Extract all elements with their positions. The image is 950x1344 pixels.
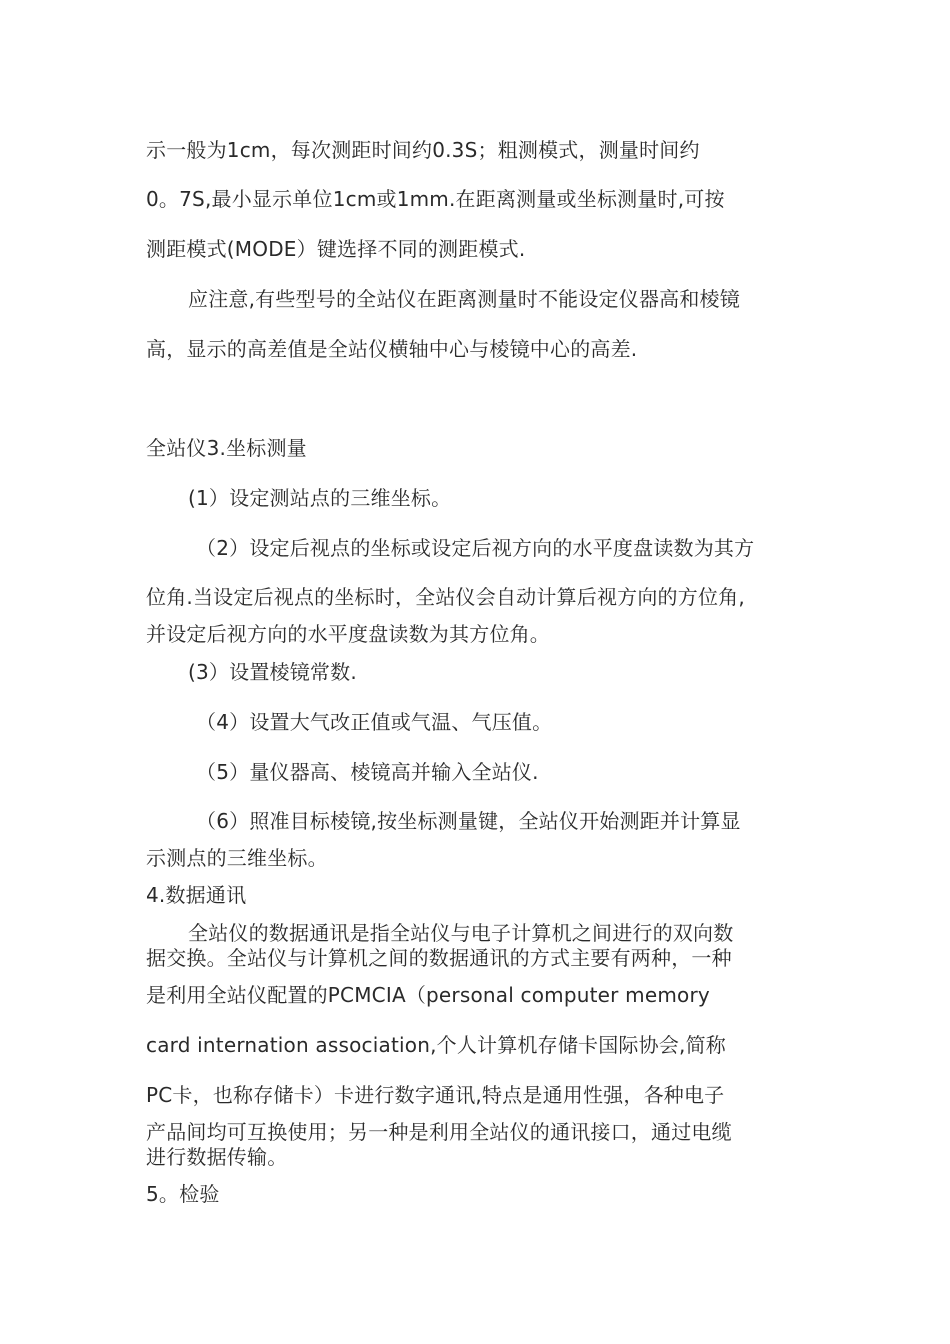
- text-line: card internation association,个人计算机存储卡国际协会,简称: [146, 1033, 726, 1057]
- text-line: 示一般为1cm，每次测距时间约0.3S；粗测模式，测量时间约: [146, 138, 700, 162]
- text-line: 高，显示的高差值是全站仪横轴中心与棱镜中心的高差.: [146, 337, 638, 361]
- text-line: 进行数据传输。: [146, 1145, 288, 1169]
- text-line: 位角.当设定后视点的坐标时，全站仪会自动计算后视方向的方位角,: [146, 585, 745, 609]
- text-line: 是利用全站仪配置的PCMCIA（personal computer memory: [146, 983, 710, 1007]
- list-item: (1）设定测站点的三维坐标。: [188, 486, 452, 510]
- text-line: 产品间均可互换使用；另一种是利用全站仪的通讯接口，通过电缆: [146, 1120, 732, 1144]
- paragraph-start: 全站仪的数据通讯是指全站仪与电子计算机之间进行的双向数: [188, 921, 734, 945]
- section-heading: 5。检验: [146, 1182, 220, 1206]
- text-line: 0。7S,最小显示单位1cm或1mm.在距离测量或坐标测量时,可按: [146, 187, 725, 211]
- list-item: （6）照准目标棱镜,按坐标测量键，全站仪开始测距并计算显: [196, 809, 741, 833]
- text-line: 示测点的三维坐标。: [146, 846, 328, 870]
- text-line: 并设定后视方向的水平度盘读数为其方位角。: [146, 622, 550, 646]
- text-line: 测距模式(MODE）键选择不同的测距模式.: [146, 237, 526, 261]
- list-item: （5）量仪器高、棱镜高并输入全站仪.: [196, 760, 539, 784]
- text-line: 据交换。全站仪与计算机之间的数据通讯的方式主要有两种，一种: [146, 946, 732, 970]
- text-line: PC卡，也称存储卡）卡进行数字通讯,特点是通用性强，各种电子: [146, 1083, 725, 1107]
- section-heading: 4.数据通讯: [146, 883, 247, 907]
- paragraph-start: 应注意,有些型号的全站仪在距离测量时不能设定仪器高和棱镜: [188, 287, 740, 311]
- list-item: （4）设置大气改正值或气温、气压值。: [196, 710, 553, 734]
- section-heading: 全站仪3.坐标测量: [146, 436, 307, 460]
- list-item: (3）设置棱镜常数.: [188, 660, 357, 684]
- list-item: （2）设定后视点的坐标或设定后视方向的水平度盘读数为其方: [196, 536, 755, 560]
